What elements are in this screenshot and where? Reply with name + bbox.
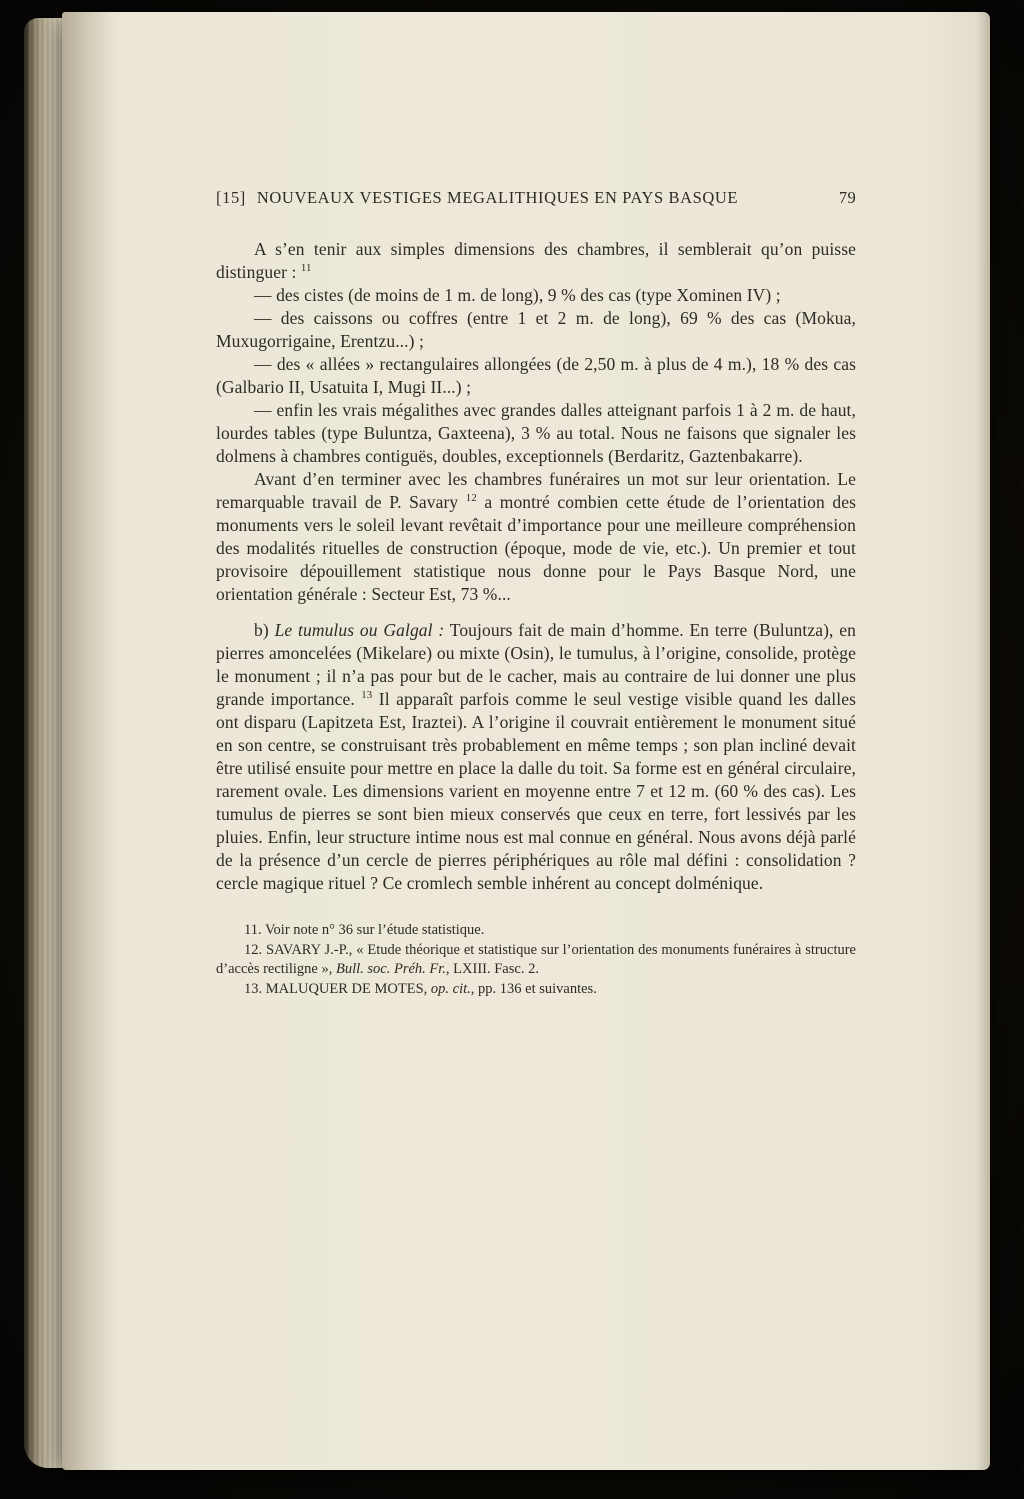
footnote-reference: 13	[361, 688, 373, 701]
text-segment: LXIII. Fasc. 2.	[449, 961, 539, 977]
paragraph-orientation	[216, 468, 856, 606]
text-segment: — enfin les vrais mégalithes avec grandes dalles atteignant parfois 1 à 2 m. de haut, lourdes tables (type Buluntza, Gaxteena), 3 % au total. Nous ne faisons que signaler les dolmens à chambres contiguës, doubles, exceptionnels (Berdaritz, Gaztenbakarre).	[216, 400, 856, 466]
paragraph-allees	[216, 353, 856, 399]
paragraph-cistes	[216, 284, 856, 307]
footnote-reference: 12	[465, 491, 477, 504]
text-segment: Bull. soc. Préh. Fr.,	[335, 961, 450, 977]
paragraph-caissons	[216, 307, 856, 353]
scanned-page	[62, 12, 990, 1470]
text-segment: Le tumulus ou Galgal :	[274, 620, 445, 640]
body-copy	[216, 238, 856, 895]
text-segment: 13. MALUQUER DE MOTES,	[244, 980, 431, 997]
footnote-13	[216, 980, 856, 1000]
text-segment: 12. SAVARY J.-P., « Etude théorique et statistique sur l’orientation des monuments funéraires à structure d’accès rectiligne »,	[216, 941, 856, 977]
text-segment: — des cistes (de moins de 1 m. de long), 9 % des cas (type Xominen IV) ;	[254, 285, 781, 305]
running-title: NOUVEAUX VESTIGES MEGALITHIQUES EN PAYS BASQUE	[256, 188, 739, 207]
page-number: 79	[838, 188, 856, 207]
footnote-reference: 11	[300, 261, 312, 274]
text-segment: Il apparaît parfois comme le seul vestige visible quand les dalles ont disparu (Lapitzeta Est, Iraztei). A l’origine il couvrait entièrement le monument situé en son centre, se construisant très probablement en même temps ; son plan incliné devait être utilisé ensuite pour mettre en place la dalle du toit. Sa forme est en général circulaire, rarement ovale. Les dimensions varient en moyenne entre 7 et 12 m. (60 % des cas). Les tumulus de pierres se sont bien mieux conservés que ceux en terre, fort lessivés par les pluies. Enfin, leur structure intime nous est mal connue en général. Nous avons déjà parlé de la présence d’un cercle de pierres périphériques au rôle mal défini : consolidation ? cercle magique rituel ? Ce cromlech semble inhérent au concept dolménique.	[216, 689, 856, 893]
text-block	[216, 188, 856, 999]
running-header-left	[216, 188, 738, 208]
article-number: [15]	[216, 188, 246, 207]
paragraph-intro	[216, 238, 856, 284]
text-segment: Avant d’en terminer avec les chambres funéraires un mot sur leur orientation. Le remarquable travail de P. Savary	[216, 469, 856, 512]
running-header	[216, 188, 856, 208]
text-segment: op. cit.,	[430, 980, 475, 997]
text-segment: a montré combien cette étude de l’orientation des monuments vers le soleil levant revêtait d’importance pour une meilleure compréhension des modalités rituelles de construction (époque, mode de vie, etc.). Un premier et tout provisoire dépouillement statistique nous donne pour le Pays Basque Nord, une orientation générale : Secteur Est, 73 %...	[216, 492, 856, 604]
text-segment: — des caissons ou coffres (entre 1 et 2 m. de long), 69 % des cas (Mokua, Muxugorrigaine, Erentzu...) ;	[216, 308, 856, 351]
footnotes-block	[216, 921, 856, 999]
paragraph-tumulus	[216, 619, 856, 895]
text-segment: A s’en tenir aux simples dimensions des chambres, il semblerait qu’on puisse distinguer :	[216, 239, 856, 282]
text-segment: Toujours fait de main d’homme. En terre (Buluntza), en pierres amoncelées (Mikelare) ou mixte (Osin), le tumulus, à l’origine, consolide, protège le monument ; il n’a pas pour but de le cacher, mais au contraire de lui donner une plus grande importance.	[216, 620, 856, 709]
text-segment: — des « allées » rectangulaires allongées (de 2,50 m. à plus de 4 m.), 18 % des cas (Galbario II, Usatuita I, Mugi II...) ;	[216, 354, 856, 397]
text-segment: b)	[254, 620, 275, 640]
text-segment: pp. 136 et suivantes.	[474, 980, 597, 997]
footnote-11	[216, 921, 856, 941]
text-segment: 11. Voir note n° 36 sur l’étude statistique.	[244, 922, 485, 938]
paragraph-megalithes	[216, 399, 856, 468]
footnote-12	[216, 941, 856, 980]
